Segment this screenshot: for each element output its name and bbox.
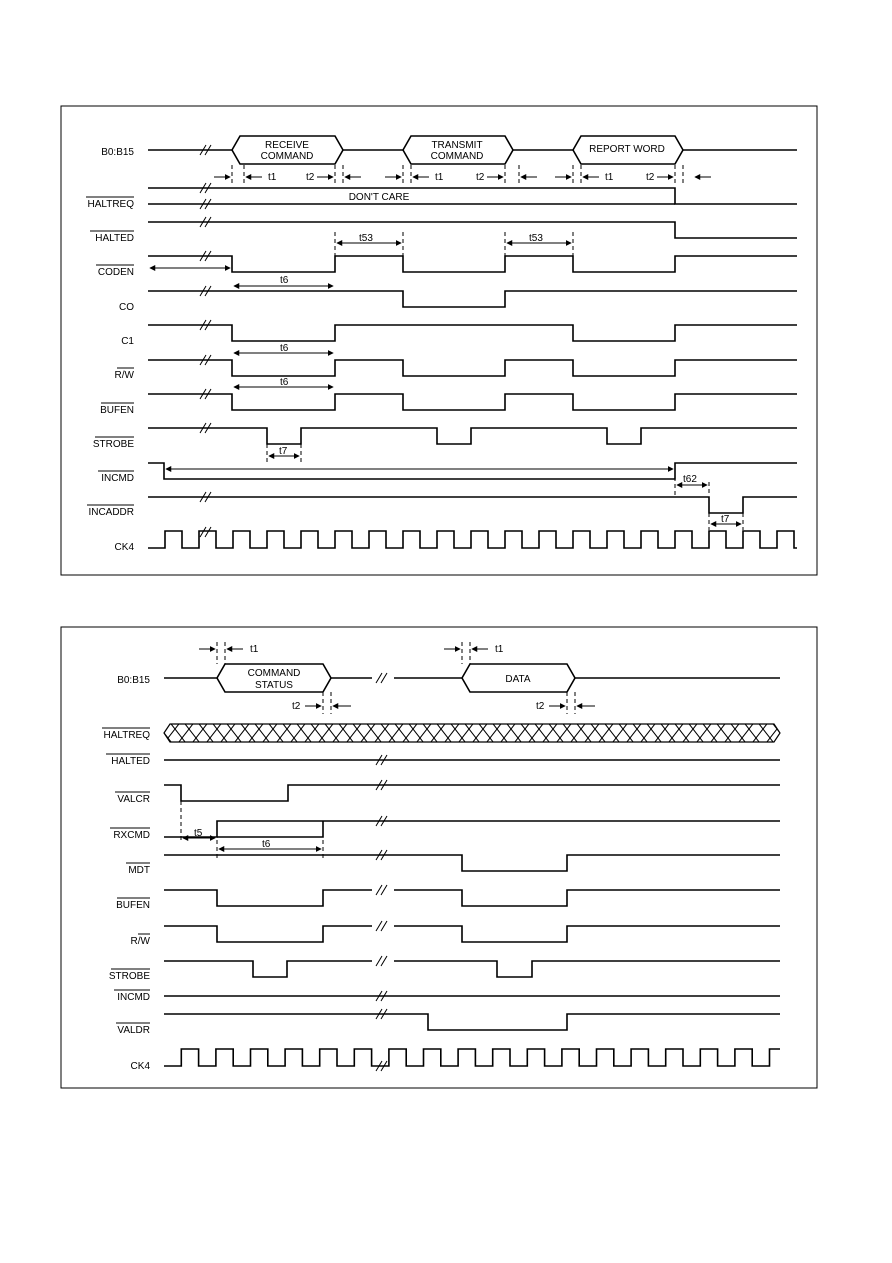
wave-halted-2 (164, 755, 780, 765)
dont-care-label: DON'T CARE (348, 192, 410, 203)
label-t6-a: t6 (280, 275, 289, 286)
signal-label-haltreq-2: HALTREQ (103, 730, 150, 741)
signal-label-strobe: STROBE (92, 439, 134, 450)
signal-label-halted-2: HALTED (111, 756, 150, 767)
signal-label-haltreq: HALTREQ (87, 199, 134, 210)
signal-label-b0b15: B0:B15 (101, 147, 134, 158)
bus-box-data: DATA (505, 674, 531, 685)
wave-ck4-1 (148, 527, 797, 548)
wave-ck4-2 (164, 1049, 780, 1071)
wave-co-1 (148, 286, 797, 307)
signal-label-halted: HALTED (95, 233, 134, 244)
label-t6-d: t6 (262, 839, 271, 850)
signal-label-incmd: INCMD (101, 473, 134, 484)
wave-rw-2 (164, 921, 780, 942)
label-t2-b: t2 (476, 172, 485, 183)
label-t2-c: t2 (646, 172, 655, 183)
wave-incmd-1 (148, 463, 797, 496)
bus-box-report-word: REPORT WORD (589, 144, 665, 155)
label-t1-b: t1 (435, 172, 444, 183)
diagram-2 (61, 627, 817, 1088)
label-t6-c: t6 (280, 377, 289, 388)
signal-label-bufen-2: BUFEN (116, 900, 150, 911)
label-t7-a: t7 (279, 446, 288, 457)
signal-label-co: CO (119, 302, 134, 313)
wave-strobe-1 (148, 423, 797, 462)
wave-haltreq-1 (148, 183, 797, 209)
signal-label-ck4-2: CK4 (130, 1061, 150, 1072)
signal-label-b0b15-2: B0:B15 (117, 675, 150, 686)
diagram-2-labels (102, 675, 151, 1072)
bus-box-receive-l1: RECEIVE (265, 140, 309, 151)
diagram-1 (61, 106, 817, 575)
wave-incmd-2 (164, 991, 780, 1001)
wave-valdr (164, 1009, 780, 1030)
signal-label-valcr: VALCR (117, 794, 150, 805)
signal-label-coden: CODEN (97, 267, 134, 278)
label-t2-e: t2 (536, 701, 545, 712)
bus-b0b15-2 (164, 642, 780, 714)
label-t62: t62 (683, 474, 697, 485)
signal-label-valdr: VALDR (117, 1025, 150, 1036)
signal-label-rw-2: R/W (130, 936, 150, 947)
diagram-1-labels (86, 147, 135, 553)
label-t7-b: t7 (721, 514, 730, 525)
wave-coden-1 (148, 232, 797, 286)
label-t2-a: t2 (306, 172, 315, 183)
signal-label-strobe-2: STROBE (108, 971, 150, 982)
wave-incaddr-1 (148, 492, 797, 530)
signal-label-mdt: MDT (128, 865, 150, 876)
wave-rw-1 (148, 355, 797, 388)
wave-valcr (164, 780, 780, 801)
label-t5: t5 (194, 828, 203, 839)
label-t1-d: t1 (250, 644, 259, 655)
wave-rxcmd (164, 801, 780, 858)
label-t6-b: t6 (280, 343, 289, 354)
wave-bufen-2 (164, 885, 780, 906)
wave-halted-1 (148, 217, 797, 238)
wave-c1-1 (148, 320, 797, 354)
bus-box-receive-l2: COMMAND (260, 151, 314, 162)
wave-bufen-1 (148, 389, 797, 410)
signal-label-incaddr: INCADDR (88, 507, 134, 518)
signal-label-incmd-2: INCMD (117, 992, 150, 1003)
label-t2-d: t2 (292, 701, 301, 712)
label-t53-b: t53 (529, 233, 543, 244)
bus-box-transmit-l2: COMMAND (430, 151, 484, 162)
bus-b0b15-1 (148, 136, 797, 164)
wave-mdt (164, 850, 780, 871)
bus-box-command-l1: COMMAND (247, 668, 301, 679)
bus-box-command-l2: STATUS (255, 680, 293, 691)
signal-label-rw: R/W (114, 370, 134, 381)
wave-haltreq-2 (164, 724, 780, 742)
wave-strobe-2 (164, 956, 780, 977)
label-t1-e: t1 (495, 644, 504, 655)
timing-row-t1t2 (214, 165, 711, 185)
diagram-2-frame (61, 627, 817, 1088)
signal-label-rxcmd: RXCMD (113, 830, 150, 841)
signal-label-c1: C1 (121, 336, 134, 347)
label-t1-c: t1 (605, 172, 614, 183)
bus-box-transmit-l1: TRANSMIT (431, 140, 483, 151)
label-t53-a: t53 (359, 233, 373, 244)
signal-label-ck4: CK4 (114, 542, 134, 553)
label-t1-a: t1 (268, 172, 277, 183)
signal-label-bufen: BUFEN (100, 405, 134, 416)
